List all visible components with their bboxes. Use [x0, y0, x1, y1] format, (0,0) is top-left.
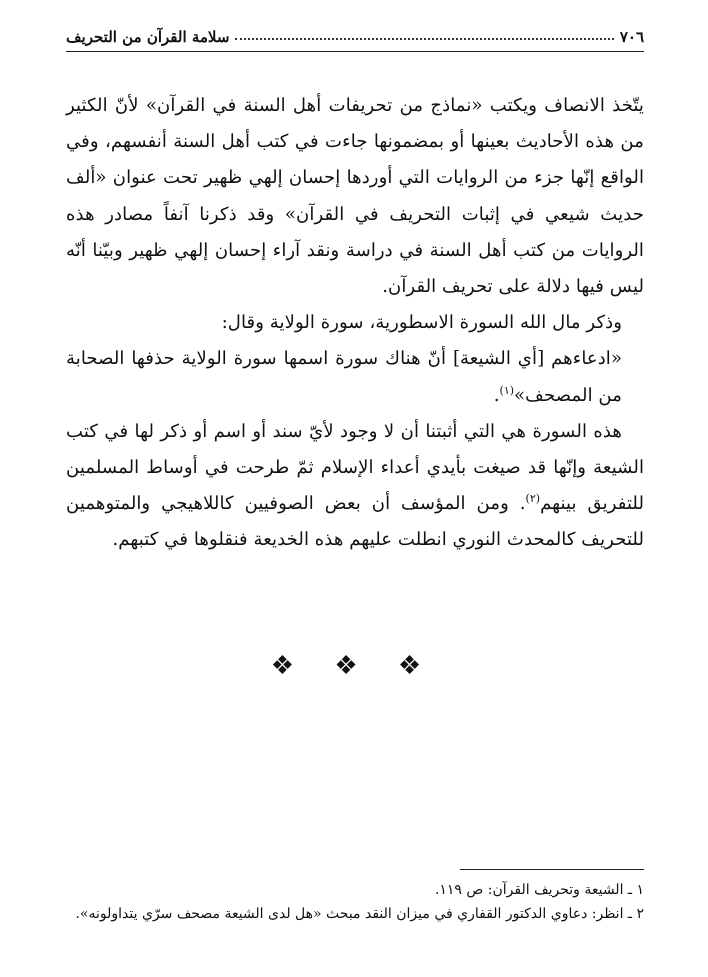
footnote-1: ١ ـ الشيعة وتحريف القرآن: ص ١١٩. — [434, 882, 644, 898]
header-rule — [66, 51, 644, 52]
paragraph-3-text: هذه السورة هي التي أثبتنا أن لا وجود لأيّ سند أو اسم أو ذكر لها في كتب الشيعة وإنّها قد صيغت بأيدي أعداء الإسلام ثمّ طرحت في أوساط المسلمين للتفريق بينهم — [66, 420, 644, 515]
quote-text: «ادعاءهم [أي الشيعة] أنّ هناك سورة اسمها سورة الولاية حذفها الصحابة من المصحف» — [66, 348, 622, 406]
footnote-2: ٢ ـ انظر: دعاوي الدكتور القفاري في ميزان النقد مبحث «هل لدى الشيعة مصحف سرّي يتداولونه». — [75, 906, 644, 922]
header-leader-dots — [235, 37, 613, 40]
paragraph-3-rest: . ومن المؤسف أن بعض الصوفيين كاللاهيجي والمتوهمين للتحريف كالمحدث النوري انطلت عليهم هذه الخديعة فنقلوها في كتبهم. — [66, 493, 644, 551]
footnote-ref-1: (١) — [499, 383, 515, 397]
block-quote: «ادعاءهم [أي الشيعة] أنّ هناك سورة اسمها سورة الولاية حذفها الصحابة من المصحف»$^{(١)}$. — [66, 348, 622, 406]
page-number: ٧٠٦ — [619, 28, 644, 46]
footnote-ref-2: (٢) — [525, 492, 541, 506]
paragraph-3 — [66, 414, 644, 559]
footnote-rule — [460, 869, 644, 870]
footnotes — [66, 878, 644, 926]
running-title: سلامة القرآن من التحريف — [66, 28, 230, 46]
paragraph-1: يتّخذ الانصاف ويكتب «نماذج من تحريفات أهل السنة في القرآن» لأنّ الكثير من هذه الأحاديث بعينها أو بمضمونها جاءت في كتب أهل السنة أنفسهم، وفي الواقع إنّها جزء من الروايات التي أوردها إحسان إلهي ظهير تحت عنوان «ألف حديث شيعي في إثبات التحريف في القرآن» وقد ذكرنا آنفاً مصادر هذه الروايات من كتب أهل السنة في دراسة ونقد آراء إحسان إلهي ظهير وبيّنا أنّه ليس فيها دلالة على تحريف القرآن. — [66, 95, 644, 298]
paragraph-2: وذكر مال الله السورة الاسطورية، سورة الولاية وقال: — [221, 312, 622, 334]
section-ornament: ❖ ❖ ❖ — [270, 651, 438, 681]
running-header — [66, 22, 644, 46]
body-text — [66, 88, 644, 559]
